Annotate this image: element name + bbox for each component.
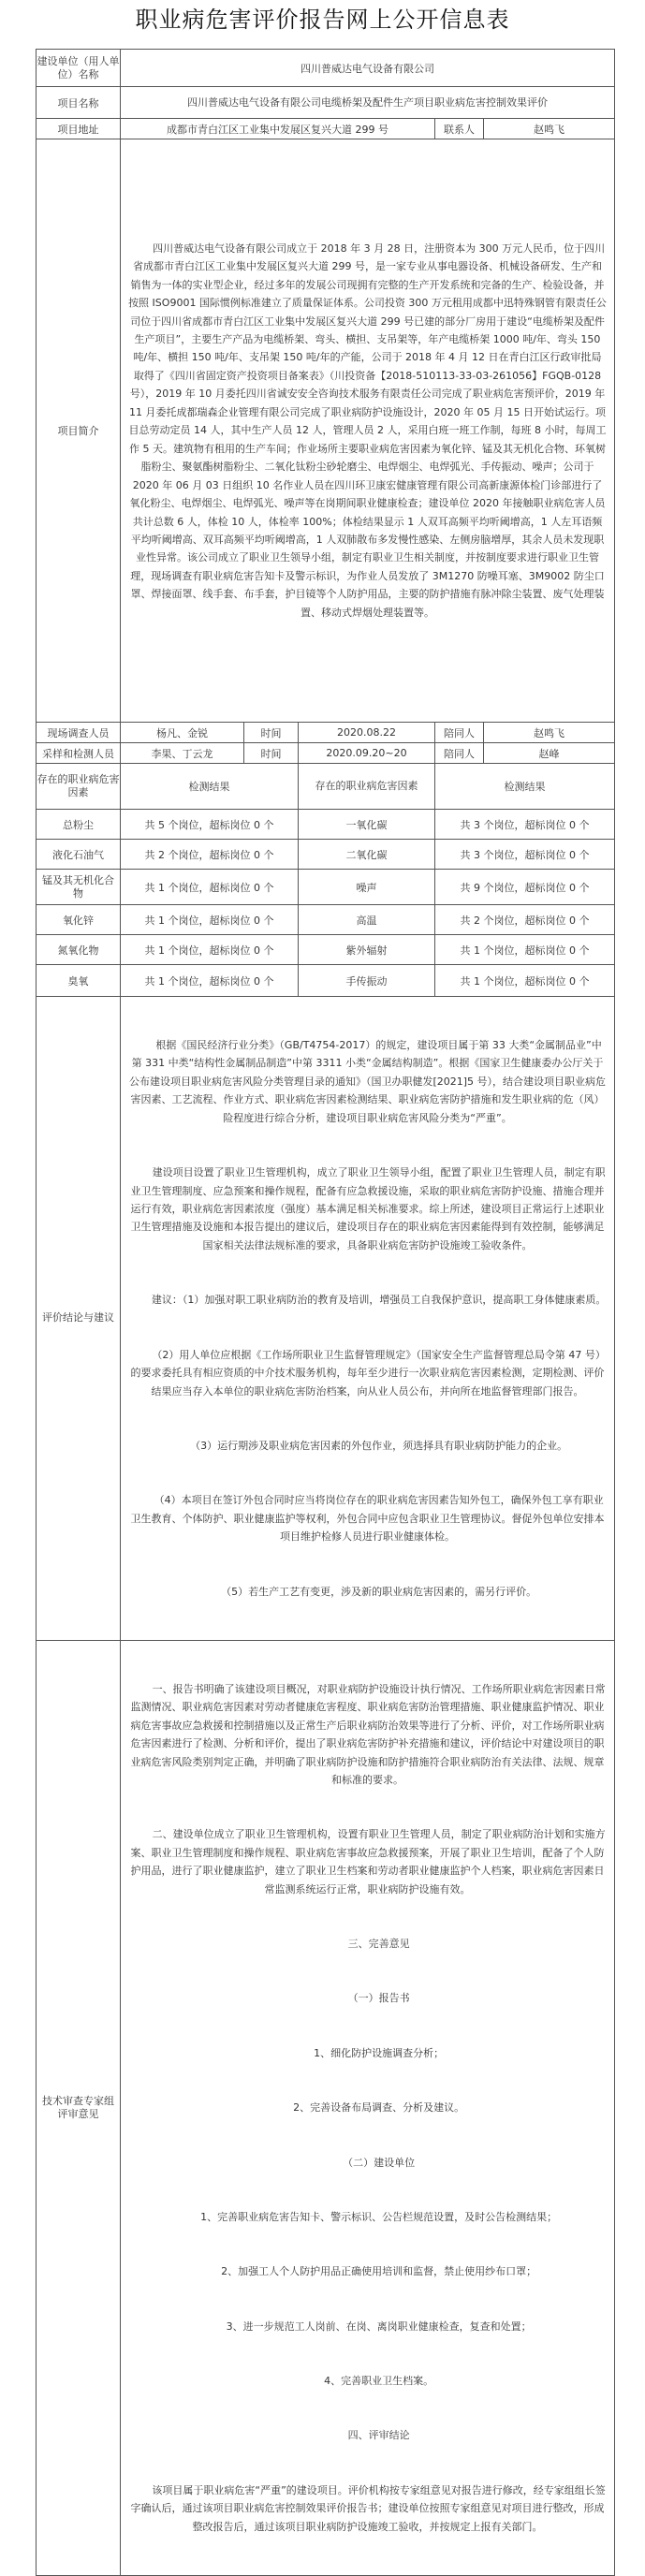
- survey-value: 杨凡、金锐: [121, 723, 244, 743]
- unit-row: [37, 50, 615, 87]
- conclusion-paragraph: （3）运行期涉及职业病危害因素的外包作业，须选择具有职业病防护能力的企业。: [190, 1439, 568, 1452]
- intro-label: 项目简介: [37, 139, 121, 723]
- survey-time-label: 时间: [244, 723, 299, 743]
- conclusion-paragraph: 建议：（1）加强对职工职业病防治的教育及培训，增强员工自我保护意识，提高职工身体健康素质。: [151, 1294, 607, 1307]
- review-text: [121, 1640, 615, 2575]
- review-label: 技术审查专家组评审意见: [37, 1640, 121, 2575]
- hazard-factor: 氮氧化物: [37, 935, 121, 965]
- review-item: 2、完善设备布局调查、分析及建议。: [293, 2101, 465, 2115]
- hazard-factor: 锰及其无机化合物: [37, 870, 121, 905]
- hazard-result: 共 1 个岗位，超标岗位 0 个: [121, 965, 299, 997]
- review-paragraph: 一、报告书明确了该建设项目概况，对职业病防护设施设计执行情况、工作场所职业病危害因素日常监测情况、职业病危害因素对劳动者健康危害程度、职业病危害防治管理措施、职业健康监护情况、职业病危害事故应急救援和控制措施以及正常生产后职业病防治效果等进行了分析、评价，对工作场所职业病危害因素进行了检测、分析和评价，提出了职业病危害防护补充措施和建议，评价结论中对建设项目的职业病危害风险类别判定正确，并明确了职业病防护设施和防护措施符合职业病防治有关法律、法规、规章和标准的要求。: [130, 1682, 606, 1787]
- survey-row: [37, 723, 615, 743]
- review-heading: 三、完善意见: [347, 1938, 410, 1951]
- address-row: [37, 119, 615, 139]
- sampling-label: 采样和检测人员: [37, 743, 121, 764]
- sampling-time-value: 2020.09.20~20: [299, 743, 435, 764]
- hazard-result: 共 5 个岗位，超标岗位 0 个: [121, 810, 299, 840]
- hazard-result: 共 9 个岗位，超标岗位 0 个: [435, 870, 615, 905]
- review-paragraph: 该项目属于职业病危害“严重”的建设项目。评价机构按专家组意见对报告进行修改，经专家组组长签字确认后，通过该项目职业病危害控制效果评价报告书；建设单位按照专家组意见对项目进行整改，形成整改报告后，通过该项目职业病防护设施竣工验收，并按规定上报有关部门。: [130, 2483, 606, 2533]
- review-item: 1、完善职业病危害告知卡、警示标识、公告栏规范设置，及时公告检测结果；: [200, 2210, 558, 2223]
- hazard-result: 共 2 个岗位，超标岗位 0 个: [435, 905, 615, 935]
- contact-label: 联系人: [435, 119, 484, 139]
- conclusion-paragraph: （5）若生产工艺有变更，涉及新的职业病危害因素的，需另行评价。: [221, 1585, 537, 1598]
- address-value: 成都市青白江区工业集中发展区复兴大道 299 号: [121, 119, 435, 139]
- hazard-result: 共 1 个岗位，超标岗位 0 个: [435, 935, 615, 965]
- review-subheading: （二）建设单位: [343, 2156, 416, 2169]
- hazard-factor: 液化石油气: [37, 840, 121, 870]
- survey-escort-value: 赵鸣飞: [484, 723, 615, 743]
- review-item: 3、进一步规范工人岗前、在岗、离岗职业健康检查，复查和处置；: [226, 2320, 532, 2333]
- page-title: 职业病危害评价报告网上公开信息表: [135, 7, 510, 33]
- survey-escort-label: 陪同人: [435, 723, 484, 743]
- unit-value: 四川普威达电气设备有限公司: [121, 50, 615, 87]
- sampling-time-label: 时间: [244, 743, 299, 764]
- hazard-factor-header-right: 存在的职业病危害因素: [299, 764, 435, 810]
- hazard-result: 共 3 个岗位，超标岗位 0 个: [435, 810, 615, 840]
- address-label: 项目地址: [37, 119, 121, 139]
- conclusion-paragraph: 根据《国民经济行业分类》（GB/T4754-2017）的规定，建设项目属于第 33 大类“金属制品业”中第 331 中类“结构性金属制品制造”中第 3311 小类“金属结构制造”。根据《国家卫生健康委办公厅关于公布建设项目职业病危害风险分类管理目录的通知》（国卫办职健发[2021]5 号），结合建设项目职业病危害因素、工艺流程、作业方式、职业病危害因素检测结果、职业病危害防护措施和发生职业病的危（风）险程度进行综合分析，建设项目职业病危害风险分类为“严重”。: [128, 1038, 607, 1124]
- hazard-factor: 臭氧: [37, 965, 121, 997]
- hazard-row: [37, 935, 615, 965]
- review-item: 1、细化防护设施调查分析；: [314, 2046, 445, 2059]
- hazard-factor: 紫外辐射: [299, 935, 435, 965]
- hazard-row: [37, 870, 615, 905]
- review-heading: 四、评审结论: [347, 2429, 410, 2442]
- hazard-factor: 噪声: [299, 870, 435, 905]
- hazard-result: 共 1 个岗位，超标岗位 0 个: [121, 935, 299, 965]
- contact-value: 赵鸣飞: [484, 119, 615, 139]
- conclusion-label: 评价结论与建议: [37, 997, 121, 1641]
- hazard-result: 共 1 个岗位，超标岗位 0 个: [121, 870, 299, 905]
- unit-label: 建设单位（用人单位）名称: [37, 50, 121, 87]
- hazard-factor: 总粉尘: [37, 810, 121, 840]
- project-label: 项目名称: [37, 87, 121, 119]
- hazard-result: 共 3 个岗位，超标岗位 0 个: [435, 840, 615, 870]
- review-item: 2、加强工人个人防护用品正确使用培训和监督，禁止使用纱布口罩；: [221, 2265, 537, 2278]
- hazard-result: 共 1 个岗位，超标岗位 0 个: [121, 905, 299, 935]
- sampling-value: 李果、丁云龙: [121, 743, 244, 764]
- conclusion-paragraph: 建设项目设置了职业卫生管理机构，成立了职业卫生领导小组，配置了职业卫生管理人员，制定有职业卫生管理制度、应急预案和操作规程，配备有应急救援设施，采取的职业病危害防护设施、措施合理并运行有效，职业病危害因素浓度（强度）基本满足相关标准要求。综上所述，建设项目正常运行上述职业卫生管理措施及设施和本报告提出的建议后，建设项目存在的职业病危害因素能得到有效控制，能够满足国家相关法律法规标准的要求，具备职业病危害防护设施竣工验收条件。: [130, 1166, 606, 1251]
- review-item: 4、完善职业卫生档案。: [324, 2374, 434, 2387]
- hazard-row: [37, 840, 615, 870]
- hazard-factor: 手传振动: [299, 965, 435, 997]
- hazard-factor-header-left: 存在的职业病危害因素: [37, 764, 121, 810]
- hazard-row: [37, 810, 615, 840]
- hazard-row: [37, 905, 615, 935]
- project-row: [37, 87, 615, 119]
- survey-label: 现场调查人员: [37, 723, 121, 743]
- hazard-factor: 二氧化碳: [299, 840, 435, 870]
- review-subheading: （一）报告书: [347, 1992, 410, 2005]
- conclusion-paragraph: （2）用人单位应根据《工作场所职业卫生监督管理规定》（国家安全生产监督管理总局令第 47 号）的要求委托具有相应资质的中介技术服务机构，每年至少进行一次职业病危害因素检测，定期检测、评价结果应当存入本单位的职业病危害防治档案，向从业人员公布，并向所在地监督管理部门报告。: [130, 1348, 606, 1398]
- sampling-escort-label: 陪同人: [435, 743, 484, 764]
- info-table: [36, 49, 615, 2576]
- hazard-factor: 高温: [299, 905, 435, 935]
- conclusion-paragraph: （4）本项目在签订外包合同时应当将岗位存在的职业病危害因素告知外包工，确保外包工享有职业卫生教育、个体防护、职业健康监护等权利，外包合同中应包含职业卫生管理协议。督促外包单位安排本项目维护检修人员进行职业健康体检。: [130, 1494, 605, 1544]
- hazard-result: 共 2 个岗位，超标岗位 0 个: [121, 840, 299, 870]
- review-row: [37, 1640, 615, 2575]
- hazard-factor: 氧化锌: [37, 905, 121, 935]
- hazard-result: 共 1 个岗位，超标岗位 0 个: [435, 965, 615, 997]
- sampling-row: [37, 743, 615, 764]
- intro-paragraph: 四川普威达电气设备有限公司成立于 2018 年 3 月 28 日，注册资本为 300 万元人民币，位于四川省成都市青白江区工业集中发展区复兴大道 299 号，是一家专业从事电器设备、机械设备研发、生产和销售为一体的实业型企业，经过多年的发展公司现拥有完整的生产开发系统和完备的生产、检验设备，并按照 ISO9001 国际惯例标准建立了质量保证体系。公司投资 300 万元租用成都中迅特殊钢管有限责任公司位于四川省成都市青白江区工业集中发展区复兴大道 299 号已建的部分厂房用于建设“电缆桥架及配件生产项目”，主要生产产品为电缆桥架、弯头、横担、支吊架等，年产电缆桥架 1000 吨/年、弯头 150 吨/年、横担 150 吨/年、支吊架 150 吨/年的产能，公司于 2018 年 4 月 12 日在青白江区行政审批局取得了《四川省固定资产投资项目备案表》（川投资备【2018-510113-33-03-261056】FGQB-0128 号），2019 年 10 月委托四川省诚安安全咨询技术服务有限责任公司完成了职业病危害预评价，2019 年 11 月委托成都瑞森企业管理有限公司完成了职业病防护设施设计，2020 年 05 月 15 日开始试运行。项目总劳动定员 14 人，其中生产人员 12 人，管理人员 2 人，采用白班一班工作制，每班 8 小时，每周工作 5 天。建筑物有租用的生产车间；作业场所主要职业病危害因素为氧化锌、锰及其无机化合物、环氧树脂粉尘、聚氨酯树脂粉尘、二氧化钛粉尘砂轮磨尘、电焊烟尘、电焊弧光、手传振动、噪声；公司于 2020 年 06 月 03 日组织 10 名作业人员在四川环卫康宏健康管理有限公司高新康源体检门诊部进行了氧化粉尘、电焊烟尘、电焊弧光、噪声等在岗期间职业健康检查；建设单位 2020 年接触职业病危害人员共计总数 6 人，体检 10 人，体检率 100%；体检结果显示 1 人双耳高频平均听阈增高，1 人左耳语频平均听阈增高、双耳高频平均听阈增高，1 人双肺散布多发慢性感染、左侧房脑增厚，其余人员未发现职业性异常。该公司成立了职业卫生领导小组，制定有职业卫生相关制度，并按制度要求进行职业卫生管理，现场调查有职业病危害告知卡及警示标识，为作业人员发放了 3M1270 防噪耳塞、3M9002 防尘口罩、焊接面罩、线手套、布手套，护目镜等个人防护用品，主要的防护措施有脉冲除尘装置、废气处理装置、移动式焊烟处理装置等。: [128, 242, 608, 619]
- hazard-factor: 一氧化碳: [299, 810, 435, 840]
- intro-row: [37, 139, 615, 723]
- review-paragraph: 二、建设单位成立了职业卫生管理机构，设置有职业卫生管理人员，制定了职业病防治计划和实施方案、职业卫生管理制度和操作规程、职业病危害事故应急救援预案，开展了职业卫生培训，配备了个人防护用品，进行了职业健康监护，建立了职业卫生档案和劳动者职业健康监护个人档案，职业病危害因素日常监测系统运行正常，职业病防护设施有效。: [130, 1828, 606, 1895]
- conclusion-row: [37, 997, 615, 1641]
- hazard-header-row: [37, 764, 615, 810]
- hazard-result-header-left: 检测结果: [121, 764, 299, 810]
- intro-text: [121, 139, 615, 723]
- hazard-row: [37, 965, 615, 997]
- hazard-result-header-right: 检测结果: [435, 764, 615, 810]
- sampling-escort-value: 赵峰: [484, 743, 615, 764]
- survey-time-value: 2020.08.22: [299, 723, 435, 743]
- conclusion-text: [121, 997, 615, 1641]
- project-value: 四川普威达电气设备有限公司电缆桥架及配件生产项目职业病危害控制效果评价: [121, 87, 615, 119]
